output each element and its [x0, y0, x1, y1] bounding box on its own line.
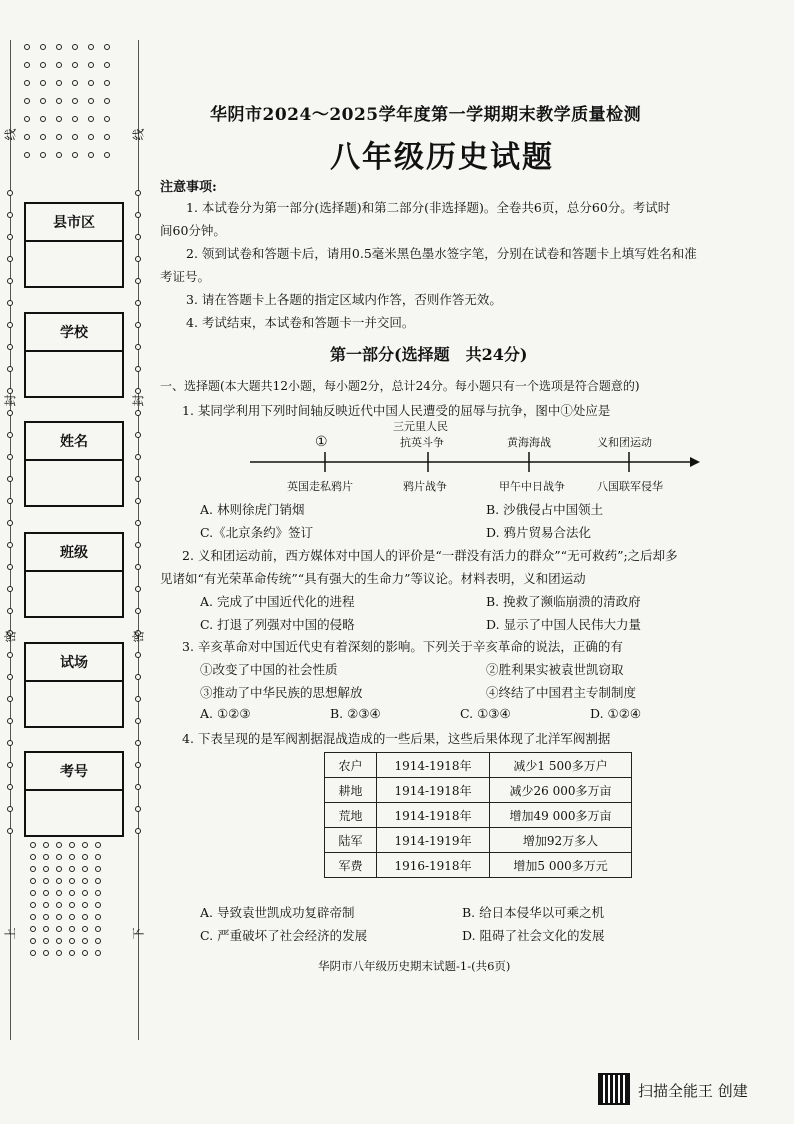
binding-dot	[135, 366, 141, 372]
notice-line-1: 1. 本试卷分为第一部分(选择题)和第二部分(非选择题)。全卷共6页，总分60分。考试时	[186, 200, 671, 215]
binding-dot	[82, 866, 88, 872]
binding-dot	[135, 828, 141, 834]
binding-dot	[135, 498, 141, 504]
binding-dot	[7, 322, 13, 328]
binding-dot	[7, 828, 13, 834]
binding-dot	[43, 854, 49, 860]
notice-line-4: 考证号。	[160, 269, 211, 284]
q1-option-b[interactable]: B. 沙俄侵占中国领土	[486, 502, 604, 517]
binding-dot	[69, 902, 75, 908]
binding-dot	[43, 926, 49, 932]
field-exam-room[interactable]	[24, 642, 124, 728]
binding-dot	[7, 696, 13, 702]
q4-option-d[interactable]: D. 阻碍了社会文化的发展	[462, 928, 605, 943]
binding-dot	[69, 878, 75, 884]
table-cell: 1914-1918年	[376, 778, 489, 803]
binding-dot	[82, 938, 88, 944]
seal-label-left-2: 封	[3, 394, 18, 407]
binding-dot	[24, 134, 30, 140]
table-cell: 减少26 000多万亩	[490, 778, 632, 803]
binding-dot	[43, 950, 49, 956]
q4-option-b[interactable]: B. 给日本侵华以可乘之机	[462, 905, 605, 920]
q3-statement-3: ③推动了中华民族的思想解放	[200, 685, 363, 700]
binding-dot	[7, 256, 13, 262]
notice-line-5: 3. 请在答题卡上各题的指定区域内作答，否则作答无效。	[186, 292, 502, 307]
table-row	[325, 753, 632, 778]
binding-dot	[7, 366, 13, 372]
binding-dot	[7, 476, 13, 482]
binding-dot	[104, 80, 110, 86]
binding-dot	[135, 806, 141, 812]
table-cell: 减少1 500多万户	[490, 753, 632, 778]
binding-dot	[69, 926, 75, 932]
field-exam-number[interactable]	[24, 751, 124, 837]
q3-option-c[interactable]: C. ①③④	[460, 706, 511, 721]
table-row	[325, 853, 632, 878]
binding-dot	[56, 878, 62, 884]
binding-dot	[69, 890, 75, 896]
binding-dot	[135, 300, 141, 306]
binding-dot	[82, 926, 88, 932]
binding-dot	[135, 432, 141, 438]
table-row	[325, 778, 632, 803]
binding-dot	[95, 950, 101, 956]
binding-dot	[24, 152, 30, 158]
field-exam-room-label: 试场	[26, 644, 122, 682]
binding-dot	[7, 190, 13, 196]
scanner-watermark: 扫描全能王 创建	[638, 1082, 748, 1100]
binding-dot	[72, 116, 78, 122]
timeline-event-opium-war: 鸦片战争	[403, 480, 447, 493]
binding-dot	[30, 878, 36, 884]
table-cell: 1914-1918年	[376, 753, 489, 778]
binding-dot	[43, 878, 49, 884]
binding-dot	[7, 652, 13, 658]
q2-option-c[interactable]: C. 打退了列强对中国的侵略	[200, 617, 355, 632]
timeline-event-boxer: 义和团运动	[597, 436, 652, 449]
binding-dot	[69, 950, 75, 956]
binding-dot	[95, 902, 101, 908]
q1-option-a[interactable]: A. 林则徐虎门销烟	[200, 502, 305, 517]
binding-dot	[30, 914, 36, 920]
binding-dot	[69, 866, 75, 872]
binding-dot	[7, 234, 13, 240]
field-county-label: 县市区	[26, 204, 122, 242]
binding-dot	[135, 564, 141, 570]
binding-dot	[88, 44, 94, 50]
binding-dot	[82, 950, 88, 956]
q1-stem: 1. 某同学利用下列时间轴反映近代中国人民遭受的屈辱与抗争，图中①处应是	[182, 403, 611, 418]
binding-dot	[88, 116, 94, 122]
timeline-event-sino-japanese-war: 甲午中日战争	[499, 480, 565, 493]
binding-dot	[135, 256, 141, 262]
binding-dot	[72, 44, 78, 50]
binding-dot	[30, 938, 36, 944]
binding-dot	[56, 98, 62, 104]
binding-dot	[7, 344, 13, 350]
q3-statement-4: ④终结了中国君主专制制度	[486, 685, 637, 700]
timeline-event-opium-smuggling: 英国走私鸦片	[287, 480, 353, 493]
binding-dot	[56, 926, 62, 932]
field-county[interactable]	[24, 202, 124, 288]
table-cell: 陆军	[325, 828, 377, 853]
binding-dot	[43, 890, 49, 896]
binding-dot	[24, 62, 30, 68]
part1-title: 第一部分(选择题 共24分)	[330, 345, 528, 364]
binding-dot	[95, 854, 101, 860]
binding-dot	[104, 62, 110, 68]
binding-dot	[135, 322, 141, 328]
binding-dot	[95, 890, 101, 896]
binding-dot	[82, 878, 88, 884]
binding-dot	[135, 740, 141, 746]
binding-dot	[135, 586, 141, 592]
seal-label-left-3: 密	[3, 630, 18, 643]
binding-dot	[135, 696, 141, 702]
binding-dot	[7, 586, 13, 592]
binding-dot	[135, 762, 141, 768]
binding-dot	[40, 152, 46, 158]
binding-dot	[69, 914, 75, 920]
binding-dot	[7, 718, 13, 724]
binding-dot	[135, 344, 141, 350]
binding-dot	[104, 152, 110, 158]
binding-dot	[56, 938, 62, 944]
seal-label-left-4: 上	[3, 927, 18, 940]
binding-dot	[69, 938, 75, 944]
table-cell: 1916-1918年	[376, 853, 489, 878]
binding-dot	[7, 542, 13, 548]
binding-dot	[7, 674, 13, 680]
field-name[interactable]	[24, 421, 124, 507]
table-cell: 农户	[325, 753, 377, 778]
binding-dot	[7, 608, 13, 614]
q4-option-a[interactable]: A. 导致袁世凯成功复辟帝制	[200, 905, 355, 920]
binding-dot	[56, 914, 62, 920]
timeline-blank-marker: ①	[315, 434, 328, 450]
binding-dot	[135, 234, 141, 240]
notice-heading: 注意事项:	[160, 180, 217, 195]
binding-dot	[135, 652, 141, 658]
seal-label-left-1: 线	[3, 128, 18, 141]
binding-dot	[40, 134, 46, 140]
binding-dot	[56, 152, 62, 158]
binding-dot	[43, 914, 49, 920]
binding-dot	[7, 454, 13, 460]
timeline-event-yellow-sea: 黄海海战	[507, 436, 551, 449]
binding-dot	[104, 44, 110, 50]
notice-line-3: 2. 领到试卷和答题卡后，请用0.5毫米黑色墨水签字笔，分别在试卷和答题卡上填写姓名和准	[186, 246, 697, 261]
binding-dot	[88, 134, 94, 140]
binding-dot	[135, 542, 141, 548]
binding-dot	[72, 134, 78, 140]
binding-dot	[7, 432, 13, 438]
binding-dot	[40, 98, 46, 104]
binding-dot	[95, 842, 101, 848]
binding-dot	[7, 212, 13, 218]
binding-dot	[56, 116, 62, 122]
notice-line-6: 4. 考试结束，本试卷和答题卡一并交回。	[186, 315, 415, 330]
binding-dot	[135, 608, 141, 614]
field-exam-number-label: 考号	[26, 753, 122, 791]
timeline-event-eight-nation: 八国联军侵华	[597, 480, 663, 493]
binding-dot	[43, 842, 49, 848]
binding-dot	[135, 212, 141, 218]
q3-statement-1: ①改变了中国的社会性质	[200, 662, 338, 677]
binding-dot	[88, 80, 94, 86]
q2-option-d[interactable]: D. 显示了中国人民伟大力量	[486, 617, 642, 632]
field-school[interactable]	[24, 312, 124, 398]
exam-subject-title: 八年级历史试题	[330, 140, 554, 175]
binding-dot	[82, 914, 88, 920]
field-school-label: 学校	[26, 314, 122, 352]
binding-dot	[135, 520, 141, 526]
binding-dot	[40, 116, 46, 122]
binding-dot	[82, 890, 88, 896]
binding-dot	[30, 950, 36, 956]
binding-dot	[56, 62, 62, 68]
binding-dot	[135, 190, 141, 196]
binding-dot	[7, 520, 13, 526]
binding-dot	[69, 842, 75, 848]
page-footer: 华阴市八年级历史期末试题-1-(共6页)	[318, 959, 511, 973]
q3-option-a[interactable]: A. ①②③	[200, 706, 251, 721]
binding-dot	[135, 784, 141, 790]
binding-dot	[95, 938, 101, 944]
seal-label-right-2: 封	[131, 394, 146, 407]
binding-dot	[24, 80, 30, 86]
binding-dot	[30, 866, 36, 872]
table-cell: 1914-1919年	[376, 828, 489, 853]
binding-dot	[135, 718, 141, 724]
binding-dot	[7, 806, 13, 812]
q1-option-c[interactable]: C.《北京条约》签订	[200, 525, 314, 540]
table-row	[325, 828, 632, 853]
table-cell: 军费	[325, 853, 377, 878]
binding-dot	[30, 902, 36, 908]
timeline-event-sanyuanli-2: 抗英斗争	[400, 436, 444, 449]
binding-dot	[7, 498, 13, 504]
timeline-event-sanyuanli-1: 三元里人民	[393, 420, 448, 433]
binding-dot	[72, 62, 78, 68]
table-cell: 1914-1918年	[376, 803, 489, 828]
binding-dot	[24, 44, 30, 50]
q3-statement-2: ②胜利果实被袁世凯窃取	[486, 662, 624, 677]
binding-dot	[7, 740, 13, 746]
q3-stem: 3. 辛亥革命对中国近代史有着深刻的影响。下列关于辛亥革命的说法，正确的有	[182, 639, 623, 654]
binding-dot	[40, 62, 46, 68]
table-cell: 荒地	[325, 803, 377, 828]
binding-dot	[24, 98, 30, 104]
q3-option-b[interactable]: B. ②③④	[330, 706, 381, 721]
binding-dot	[56, 950, 62, 956]
binding-dot	[95, 926, 101, 932]
binding-dot	[7, 762, 13, 768]
binding-dot	[7, 388, 13, 394]
binding-dot	[7, 410, 13, 416]
binding-dot	[56, 866, 62, 872]
binding-dot	[40, 80, 46, 86]
binding-dot	[95, 878, 101, 884]
binding-dot	[88, 98, 94, 104]
binding-dot	[30, 842, 36, 848]
q2-stem-line2: 见诸如“有光荣革命传统”“具有强大的生命力”等议论。材料表明，义和团运动	[160, 571, 586, 586]
binding-dot	[30, 854, 36, 860]
binding-dot	[56, 44, 62, 50]
table-cell: 增加5 000多万元	[490, 853, 632, 878]
binding-dot	[95, 866, 101, 872]
binding-dot	[56, 902, 62, 908]
binding-dot	[56, 854, 62, 860]
binding-dot	[69, 854, 75, 860]
field-class[interactable]	[24, 532, 124, 618]
seal-label-right-1: 线	[131, 128, 146, 141]
q2-stem-line1: 2. 义和团运动前，西方媒体对中国人的评价是“一群没有活力的群众”“无可救药”;之后却多	[182, 548, 678, 563]
binding-dot	[72, 152, 78, 158]
q4-table	[324, 752, 632, 878]
binding-dot	[7, 278, 13, 284]
binding-dot	[43, 902, 49, 908]
binding-dot	[30, 890, 36, 896]
binding-dot	[72, 98, 78, 104]
q2-option-b[interactable]: B. 挽救了濒临崩溃的清政府	[486, 594, 641, 609]
binding-dot	[135, 388, 141, 394]
binding-dot	[56, 842, 62, 848]
binding-dot	[82, 842, 88, 848]
binding-dot	[24, 116, 30, 122]
notice-line-2: 间60分钟。	[160, 223, 226, 238]
q1-timeline	[245, 420, 705, 496]
binding-dot	[88, 62, 94, 68]
binding-margin	[0, 0, 160, 1124]
binding-dot	[135, 454, 141, 460]
q2-option-a[interactable]: A. 完成了中国近代化的进程	[200, 594, 355, 609]
binding-dot	[7, 564, 13, 570]
binding-dot	[40, 44, 46, 50]
table-row	[325, 803, 632, 828]
seal-label-right-3: 密	[131, 630, 146, 643]
field-class-label: 班级	[26, 534, 122, 572]
binding-dot	[135, 278, 141, 284]
q1-option-d[interactable]: D. 鸦片贸易合法化	[486, 525, 592, 540]
binding-dot	[56, 80, 62, 86]
qr-code-icon	[598, 1073, 630, 1105]
binding-dot	[135, 410, 141, 416]
binding-dot	[95, 914, 101, 920]
q4-option-c[interactable]: C. 严重破坏了社会经济的发展	[200, 928, 368, 943]
table-cell: 增加92万多人	[490, 828, 632, 853]
binding-dot	[104, 116, 110, 122]
binding-dot	[82, 854, 88, 860]
binding-dot	[72, 80, 78, 86]
binding-dot	[56, 890, 62, 896]
exam-header-title: 华阴市2024～2025学年度第一学期期末教学质量检测	[210, 105, 642, 125]
binding-dot	[43, 938, 49, 944]
binding-dot	[82, 902, 88, 908]
table-cell: 增加49 000多万亩	[490, 803, 632, 828]
binding-dot	[104, 98, 110, 104]
binding-dot	[56, 134, 62, 140]
q3-option-d[interactable]: D. ①②④	[590, 706, 642, 721]
binding-dot	[88, 152, 94, 158]
binding-dot	[135, 476, 141, 482]
binding-dot	[7, 300, 13, 306]
field-name-label: 姓名	[26, 423, 122, 461]
seal-label-right-4: 下	[131, 927, 146, 940]
binding-dot	[30, 926, 36, 932]
binding-dot	[135, 674, 141, 680]
table-cell: 耕地	[325, 778, 377, 803]
binding-dot	[43, 866, 49, 872]
binding-dot	[104, 134, 110, 140]
binding-dot	[7, 784, 13, 790]
q4-stem: 4. 下表呈现的是军阀割据混战造成的一些后果，这些后果体现了北洋军阀割据	[182, 731, 611, 746]
section-intro: 一、选择题(本大题共12小题，每小题2分，总计24分。每小题只有一个选项是符合题意的)	[160, 379, 640, 393]
